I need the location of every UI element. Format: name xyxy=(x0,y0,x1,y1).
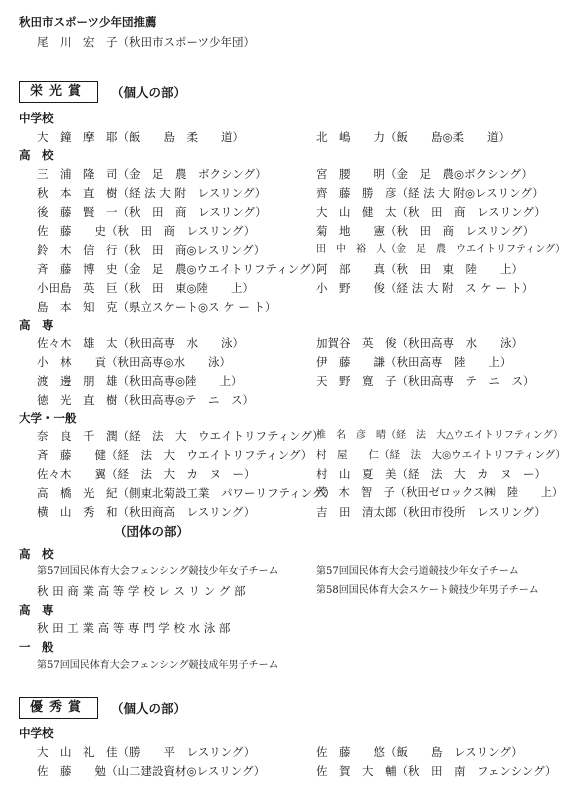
list-item: 横 山 秀 和（秋田商高 レスリング） xyxy=(37,505,256,519)
list-item: 佐 藤 悠（飯 島 レスリング） xyxy=(316,745,523,759)
list-item: 大 鐘 摩 耶（飯 島 柔 道） xyxy=(37,130,244,144)
list-item: 第57回国民体育大会フェンシング競技成年男子チーム xyxy=(37,660,279,671)
list-item: 吉 田 清太郎（秋田市役所 レスリング） xyxy=(316,505,546,519)
award-eiko-subtitle: （個人の部） xyxy=(111,85,187,100)
list-item: 大 山 健 太（秋 田 商 レスリング） xyxy=(316,205,546,219)
list-item: 北 嶋 力（飯 島◎柔 道） xyxy=(316,130,511,144)
category-technical-college: 高 専 xyxy=(19,318,54,332)
list-item: 茂 木 智 子（秋田ゼロックス㈱ 陸 上） xyxy=(316,486,564,499)
list-item: 椎 名 彦 晴（経 法 大△ウエイトリフティング） xyxy=(316,430,563,441)
list-item: 島 本 知 克（県立スケート◎ス ケ ー ト） xyxy=(37,300,277,314)
list-item: 後 藤 賢 一（秋 田 商 レスリング） xyxy=(37,205,267,219)
list-item: 村 屋 仁（経 法 大◎ウエイトリフティング） xyxy=(316,449,566,461)
list-item: 秋 田 商 業 高 等 学 校 レ ス リ ン グ 部 xyxy=(37,584,246,598)
category-group-high-school: 高 校 xyxy=(19,547,54,561)
category-high-school: 高 校 xyxy=(19,148,54,162)
recommendation-entry: 尾 川 宏 子（秋田市スポーツ少年団） xyxy=(37,35,256,49)
list-item: 齊 藤 勝 彦（経 法 大 附◎レスリング） xyxy=(316,186,544,200)
award-yushu-subtitle: （個人の部） xyxy=(111,701,187,716)
list-item: 村 山 夏 美（経 法 大 カ ヌ ー） xyxy=(316,467,546,481)
list-item: 佐 賀 大 輔（秋 田 南 フェンシング） xyxy=(316,764,557,778)
list-item: 小 林 貢（秋田高専◎水 泳） xyxy=(37,355,232,369)
list-item: 斉 藤 博 史（金 足 農◎ウエイトリフティング） xyxy=(37,262,323,276)
list-item: 三 浦 隆 司（金 足 農 ボクシング） xyxy=(37,167,267,181)
list-item: 秋 田 工 業 高 等 専 門 学 校 水 泳 部 xyxy=(37,621,231,635)
list-item: 佐々木 雄 太（秋田高専 水 泳） xyxy=(37,336,244,350)
award-eiko-box: 栄光賞 xyxy=(19,81,98,103)
list-item: 斉 藤 健（経 法 大 ウエイトリフティング） xyxy=(37,448,313,462)
list-item: 小田島 英 巨（秋 田 東◎陸 上） xyxy=(37,281,255,295)
recommendation-title: 秋田市スポーツ少年団推薦 xyxy=(19,15,157,29)
list-item: 加賀谷 英 俊（秋田高専 水 泳） xyxy=(316,336,523,350)
list-item: 伊 藤 謙（秋田高専 陸 上） xyxy=(316,355,512,369)
award-yushu-box: 優秀賞 xyxy=(19,697,98,719)
list-item: 田 中 裕 人（金 足 農 ウエイトリフティング） xyxy=(316,244,566,255)
list-item: 大 山 礼 佳（勝 平 レスリング） xyxy=(37,745,256,759)
category-group-technical: 高 専 xyxy=(19,603,54,617)
list-item: 奈 良 千 潤（経 法 大 ウエイトリフティング） xyxy=(37,429,324,443)
category-group-general: 一 般 xyxy=(19,640,54,654)
list-item: 鈴 木 信 行（秋 田 商◎レスリング） xyxy=(37,243,266,257)
list-item: 小 野 俊（経 法 大 附 ス ケ ー ト） xyxy=(316,281,534,295)
group-section-heading: （団体の部） xyxy=(114,524,190,539)
list-item: 佐 藤 史（秋 田 商 レスリング） xyxy=(37,224,256,238)
list-item: 第58回国民体育大会スケート競技少年男子チーム xyxy=(316,585,539,596)
list-item: 佐 藤 勉（山二建設資材◎レスリング） xyxy=(37,764,266,778)
list-item: 渡 邊 朋 雄（秋田高専◎陸 上） xyxy=(37,374,243,388)
list-item: 第57回国民体育大会弓道競技少年女子チーム xyxy=(316,566,519,577)
list-item: 秋 本 直 樹（経 法 大 附 レスリング） xyxy=(37,186,267,200)
list-item: 天 野 寛 子（秋田高専 テ ニ ス） xyxy=(316,374,535,388)
category-junior-high-2: 中学校 xyxy=(19,726,54,740)
list-item: 高 橋 光 紀（側東北菊設工業 パワーリフティング） xyxy=(37,486,336,500)
list-item: 第57回国民体育大会フェンシング競技少年女子チーム xyxy=(37,566,279,577)
list-item: 徳 光 直 樹（秋田高専◎テ ニ ス） xyxy=(37,393,255,407)
list-item: 阿 部 真（秋 田 東 陸 上） xyxy=(316,262,523,276)
list-item: 宮 腰 明（金 足 農◎ボクシング） xyxy=(316,167,533,181)
list-item: 菊 地 憲（秋 田 商 レスリング） xyxy=(316,224,535,238)
category-junior-high: 中学校 xyxy=(19,111,54,125)
category-university-general: 大学・一般 xyxy=(19,411,77,425)
list-item: 佐々木 翼（経 法 大 カ ヌ ー） xyxy=(37,467,256,481)
